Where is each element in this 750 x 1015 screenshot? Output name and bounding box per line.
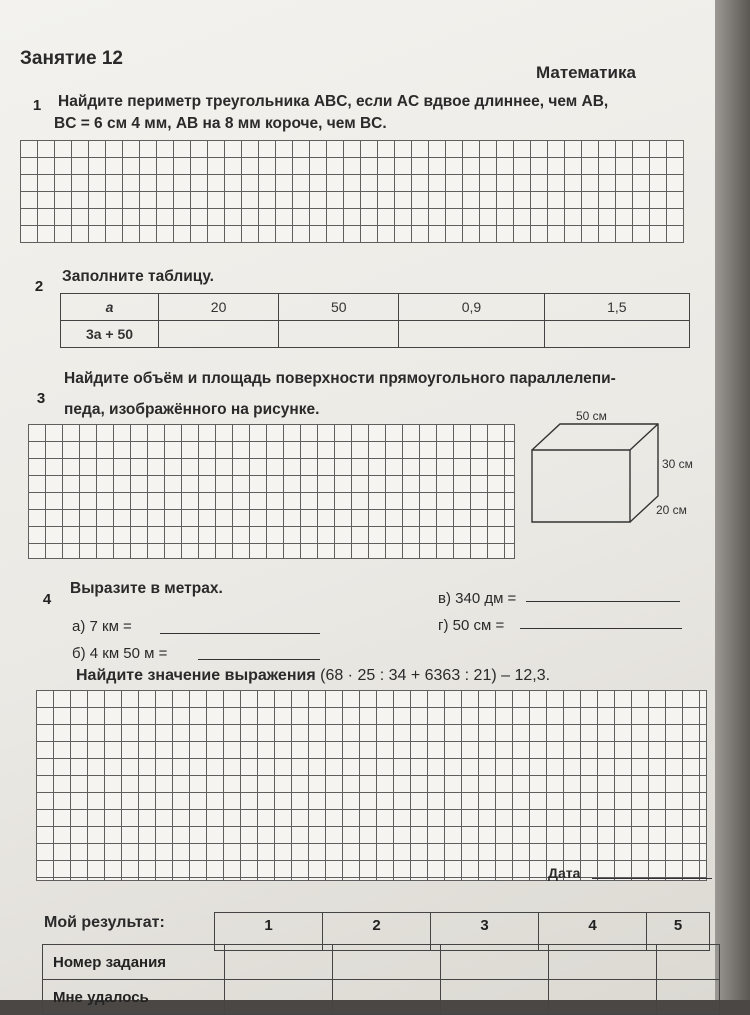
task-4-number-icon: 4 [34, 586, 60, 612]
task-3-number-icon: 3 [28, 385, 54, 411]
task-5-answer-grid[interactable] [36, 690, 707, 881]
table-cell: 0,9 [399, 294, 544, 321]
lesson-title: Занятие 12 [20, 48, 123, 69]
task-4-answer-g[interactable] [520, 628, 682, 629]
table-cell: 20 [159, 294, 279, 321]
task-2-number-icon: 2 [26, 273, 52, 299]
box-height-label: 30 см [662, 457, 693, 471]
task-5-expression: (68 · 25 : 34 + 6363 : 21) – 12,3. [320, 667, 551, 684]
task-1-number-icon: 1 [24, 92, 50, 118]
table-cell: 1,5 [544, 294, 689, 321]
date-label: Дата [548, 865, 581, 881]
task-5-text [76, 665, 550, 686]
task-1-text-line1: Найдите периметр треугольника ABC, если AC вдвое длиннее, чем AB, [58, 93, 609, 110]
task-4-item-a: а) 7 км = [72, 618, 132, 635]
result-cell[interactable] [225, 945, 333, 980]
task-1-text-line2: BC = 6 см 4 мм, AB на 8 мм короче, чем BC. [54, 115, 387, 132]
task-3-text-line1: Найдите объём и площадь поверхности прямоугольного параллелепи- [64, 370, 616, 387]
table-row-3a50-label: 3a + 50 [61, 321, 159, 348]
task-number-cell: 4 [539, 913, 647, 951]
table-row-a-label: a [61, 294, 159, 321]
result-cell[interactable] [657, 945, 720, 980]
task-number-cell: 1 [215, 913, 323, 951]
parallelepiped-figure [520, 410, 710, 530]
task-4-answer-b[interactable] [198, 659, 320, 660]
task-5-prompt: Найдите значение выражения [76, 667, 316, 684]
table-answer-cell[interactable] [159, 321, 279, 348]
row-label-task-number: Номер задания [43, 945, 225, 980]
results-grid [42, 944, 720, 1015]
task-2-text: Заполните таблицу. [62, 268, 214, 285]
task-number-cell: 5 [647, 913, 710, 951]
result-cell[interactable] [333, 980, 441, 1015]
result-cell[interactable] [549, 980, 657, 1015]
task-number-cell: 3 [431, 913, 539, 951]
task-4-answer-v[interactable] [526, 601, 680, 602]
task-number-cell: 2 [323, 913, 431, 951]
result-label: Мой результат: [44, 914, 165, 931]
table-answer-cell[interactable] [279, 321, 399, 348]
result-cell[interactable] [549, 945, 657, 980]
task-3-text-line2: педа, изображённого на рисунке. [64, 401, 320, 418]
result-cell[interactable] [657, 980, 720, 1015]
subject-label: Математика [536, 63, 636, 82]
row-label-succeeded: Мне удалось [43, 980, 225, 1015]
task-4-answer-a[interactable] [160, 633, 320, 634]
task-2-table [60, 293, 690, 348]
next-page-edge [715, 0, 750, 1000]
table-answer-cell[interactable] [399, 321, 544, 348]
task-4-item-g: г) 50 см = [438, 617, 505, 634]
box-length-label: 50 см [576, 410, 607, 423]
box-width-label: 20 см [656, 503, 687, 517]
result-cell[interactable] [333, 945, 441, 980]
task-1-answer-grid[interactable] [20, 140, 684, 243]
task-4-item-v: в) 340 дм = [438, 590, 517, 607]
task-3-answer-grid[interactable] [28, 424, 515, 559]
task-4-item-b: б) 4 км 50 м = [72, 645, 168, 662]
result-cell[interactable] [225, 980, 333, 1015]
task-4-text: Выразите в метрах. [70, 580, 223, 597]
result-cell[interactable] [441, 945, 549, 980]
date-field[interactable] [592, 878, 712, 879]
table-answer-cell[interactable] [544, 321, 689, 348]
table-cell: 50 [279, 294, 399, 321]
result-cell[interactable] [441, 980, 549, 1015]
